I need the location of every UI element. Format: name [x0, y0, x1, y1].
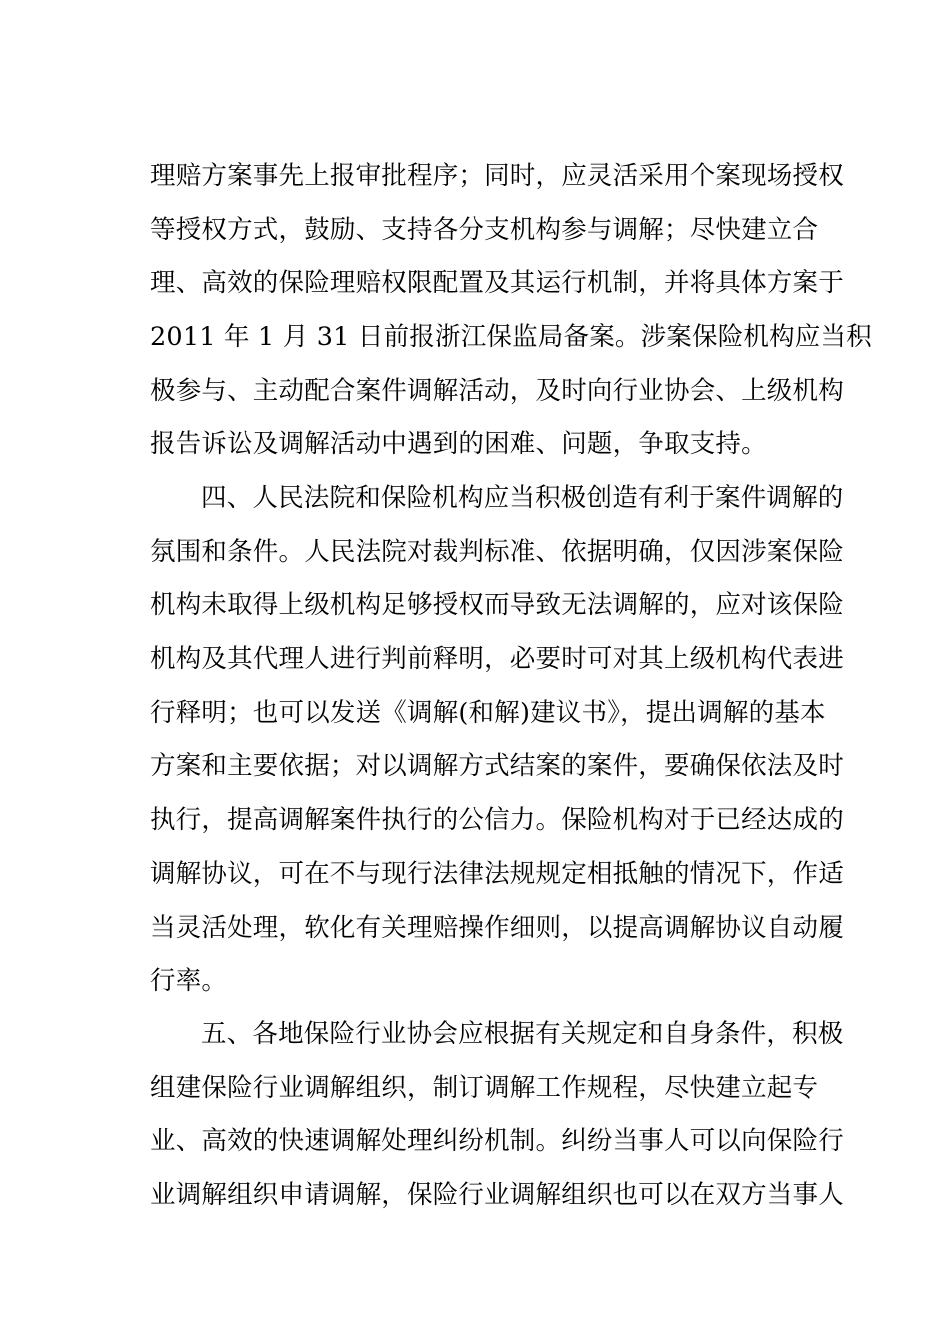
text-line: 组建保险行业调解组织，制订调解工作规程，尽快建立起专 — [150, 1072, 819, 1103]
text-line: 等授权方式，鼓励、支持各分支机构参与调解；尽快建立合 — [150, 214, 819, 245]
text-line: 业、高效的快速调解处理纠纷机制。纠纷当事人可以向保险行 — [150, 1126, 844, 1157]
text-line: 四、人民法院和保险机构应当积极创造有利于案件调解的 — [201, 483, 844, 513]
text-line: 2011 年 1 月 31 日前报浙江保监局备案。涉案保险机构应当积 — [150, 322, 872, 353]
text-line: 执行，提高调解案件执行的公信力。保险机构对于已经达成的 — [150, 805, 844, 836]
text-line: 业调解组织申请调解，保险行业调解组织也可以在双方当事人 — [150, 1180, 844, 1211]
text-line: 方案和主要依据；对以调解方式结案的案件，要确保依法及时 — [150, 751, 844, 782]
text-line: 理、高效的保险理赔权限配置及其运行机制，并将具体方案于 — [150, 268, 844, 299]
paragraph-5 — [150, 1008, 844, 1223]
text-line: 报告诉讼及调解活动中遇到的困难、问题，争取支持。 — [150, 429, 767, 460]
text-line: 行率。 — [150, 966, 228, 997]
text-line: 理赔方案事先上报审批程序；同时，应灵活采用个案现场授权 — [150, 161, 844, 191]
text-line: 极参与、主动配合案件调解活动，及时向行业协会、上级机构 — [150, 375, 844, 406]
text-line: 行释明；也可以发送《调解(和解)建议书》，提出调解的基本 — [150, 697, 826, 728]
text-line: 氛围和条件。人民法院对裁判标准、依据明确，仅因涉案保险 — [150, 536, 844, 567]
text-line: 机构及其代理人进行判前释明，必要时可对其上级机构代表进 — [150, 644, 844, 675]
paragraph-3-continued — [150, 150, 872, 472]
text-line: 当灵活处理，软化有关理赔操作细则，以提高调解协议自动履 — [150, 912, 844, 943]
paragraph-4 — [150, 472, 844, 1009]
text-line: 调解协议，可在不与现行法律法规规定相抵触的情况下，作适 — [150, 858, 844, 889]
text-line: 机构未取得上级机构足够授权而导致无法调解的，应对该保险 — [150, 590, 844, 621]
text-line: 五、各地保险行业协会应根据有关规定和自身条件，积极 — [201, 1019, 844, 1049]
